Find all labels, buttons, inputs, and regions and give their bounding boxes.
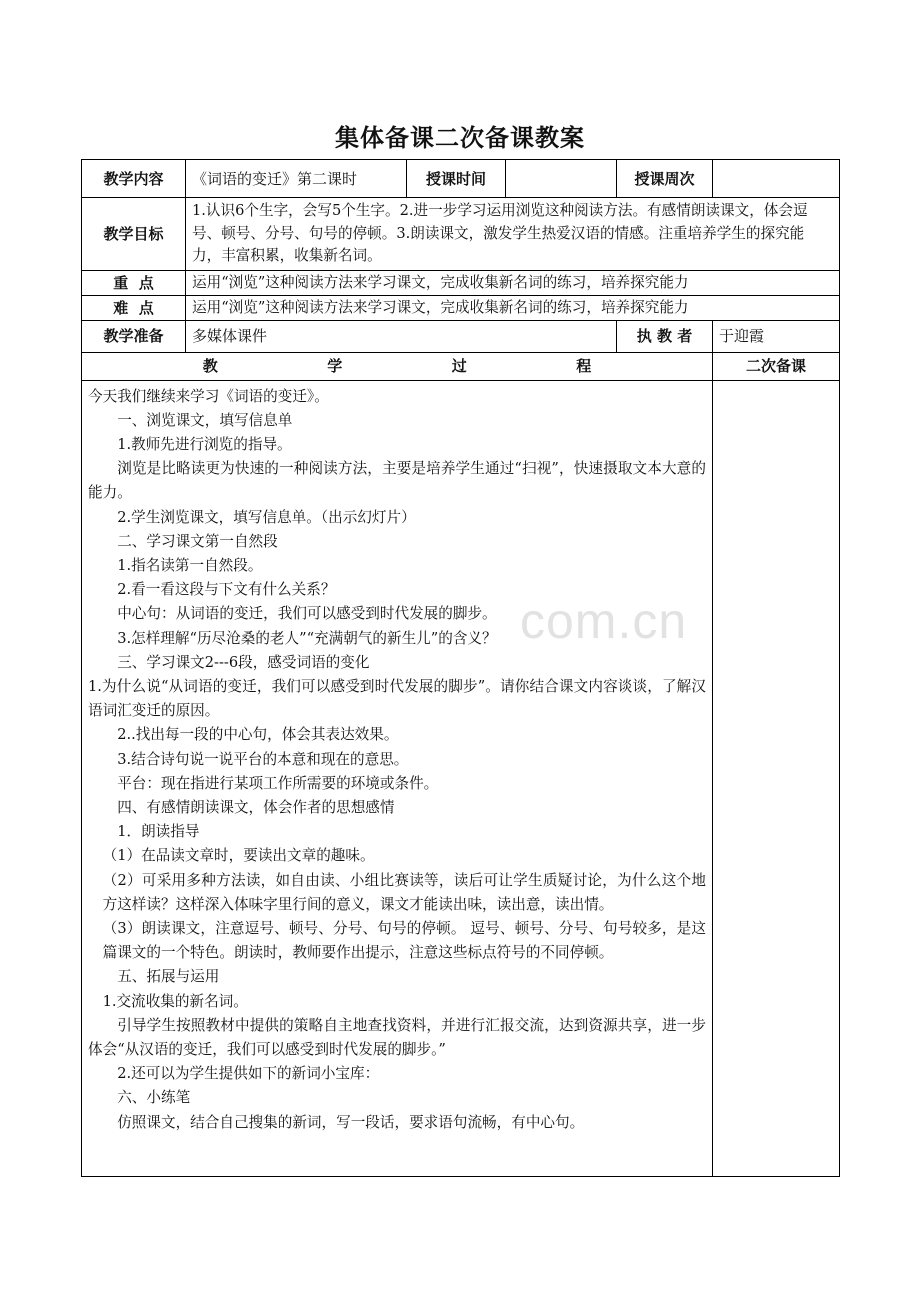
section-heading: 三、学习课文2---6段，感受词语的变化: [117, 653, 370, 671]
process-header-char: 程: [576, 357, 592, 375]
row-content: [82, 160, 840, 198]
process-paragraph: （2）可采用多种方法读，如自由读、小组比赛读等，读后可让学生质疑讨论，为什么这个地方这样读？这样深入体味字里行间的意义，课文才能读出味，读出意，读出情。: [102, 871, 706, 913]
process-paragraph: 2.还可以为学生提供如下的新词小宝库：: [117, 1065, 380, 1083]
week-label: 授课周次: [617, 160, 713, 198]
section-heading: 六、小练笔: [117, 1089, 191, 1107]
process-paragraph: 2.学生浏览课文，填写信息单。（出示幻灯片）: [117, 508, 416, 526]
prep-value: 多媒体课件: [186, 320, 617, 352]
process-paragraph: （1）在品读文章时，要读出文章的趣味。: [102, 847, 375, 865]
difficult-label: 难 点: [82, 295, 186, 320]
row-goal: [82, 198, 840, 271]
row-difficult: [82, 295, 840, 320]
section-heading: 四、有感情朗读课文，体会作者的思想感情: [117, 798, 395, 816]
process-paragraph: 1.为什么说“从词语的变迁，我们可以感受到时代发展的脚步”。请你结合课文内容谈谈，了解汉语词汇变迁的原因。: [88, 677, 706, 720]
process-header-char: 教: [202, 357, 218, 375]
process-body: [82, 380, 713, 1176]
process-paragraph: （3）朗读课文，注意逗号、顿号、分号、句号的停顿。 逗号、顿号、分号、句号较多，是这篇课文的一个特色。朗读时，教师要作出提示，注意这些标点符号的不同停顿。: [102, 919, 706, 962]
process-paragraph: 3.怎样理解“历尽沧桑的老人”“充满朝气的新生儿”的含义？: [117, 629, 497, 647]
content-value: 《词语的变迁》第二课时: [186, 160, 407, 198]
process-paragraph: 中心句：从词语的变迁，我们可以感受到时代发展的脚步。: [117, 605, 497, 623]
process-paragraph: 今天我们继续来学习《词语的变迁》。: [88, 387, 329, 405]
process-paragraph: 1．朗读指导: [117, 823, 200, 841]
teacher-label: 执 教 者: [617, 320, 713, 352]
row-key: [82, 270, 840, 295]
section-heading: 五、拓展与运用: [117, 968, 220, 986]
row-process-header: [82, 352, 840, 380]
key-value: 运用“浏览”这种阅读方法来学习课文，完成收集新名词的练习，培养探究能力: [186, 270, 840, 295]
time-value: [506, 160, 617, 198]
process-paragraph: 2.看一看这段与下文有什么关系？: [117, 581, 336, 599]
time-label: 授课时间: [407, 160, 506, 198]
second-prep-body: [713, 380, 840, 1176]
process-paragraph: 1.教师先进行浏览的指导。: [117, 435, 292, 453]
second-prep-header: 二次备课: [713, 352, 840, 380]
row-process-body: [82, 380, 840, 1176]
document-title: 集体备课二次备课教案: [335, 124, 585, 152]
process-paragraph: 引导学生按照教材中提供的策略自主地查找资料，并进行汇报交流，达到资源共享，进一步体会“从汉语的变迁，我们可以感受到时代发展的脚步。”: [88, 1016, 706, 1058]
content-label: 教学内容: [82, 160, 186, 198]
process-paragraph: 仿照课文，结合自己搜集的新词，写一段话，要求语句流畅，有中心句。: [117, 1113, 585, 1131]
goal-label: 教学目标: [82, 198, 186, 271]
week-value: [713, 160, 840, 198]
row-prep: [82, 320, 840, 352]
goal-value: 1.认识6个生字，会写5个生字。2.进一步学习运用浏览这种阅读方法。有感情朗读课文，体会逗号、顿号、分号、句号的停顿。3.朗读课文，激发学生热爱汉语的情感。注重培养学生的探究能力，丰富积累，收集新名词。: [186, 198, 840, 271]
difficult-value: 运用“浏览”这种阅读方法来学习课文，完成收集新名词的练习，培养探究能力: [186, 295, 840, 320]
lesson-plan-table: [81, 159, 840, 1177]
watermark: com.cn: [520, 593, 688, 649]
process-paragraph: 平台：现在指进行某项工作所需要的环境或条件。: [117, 774, 439, 792]
process-paragraph: 3.结合诗句说一说平台的本意和现在的意思。: [117, 750, 409, 768]
section-heading: 一、浏览课文，填写信息单: [117, 411, 293, 429]
teacher-value: 于迎霞: [713, 320, 840, 352]
prep-label: 教学准备: [82, 320, 186, 352]
process-header-char: 学: [327, 357, 343, 375]
process-paragraph: 浏览是比略读更为快速的一种阅读方法，主要是培养学生通过“扫视”，快速摄取文本大意的能力。: [88, 460, 706, 502]
process-paragraph: 1.指名读第一自然段。: [117, 556, 263, 574]
process-header: [82, 352, 713, 380]
process-header-char: 过: [451, 357, 467, 375]
section-heading: 二、学习课文第一自然段: [117, 532, 278, 550]
process-paragraph: 2..找出每一段的中心句，体会其表达效果。: [117, 726, 399, 744]
process-paragraph: 1.交流收集的新名词。: [102, 992, 248, 1010]
key-label: 重 点: [82, 270, 186, 295]
